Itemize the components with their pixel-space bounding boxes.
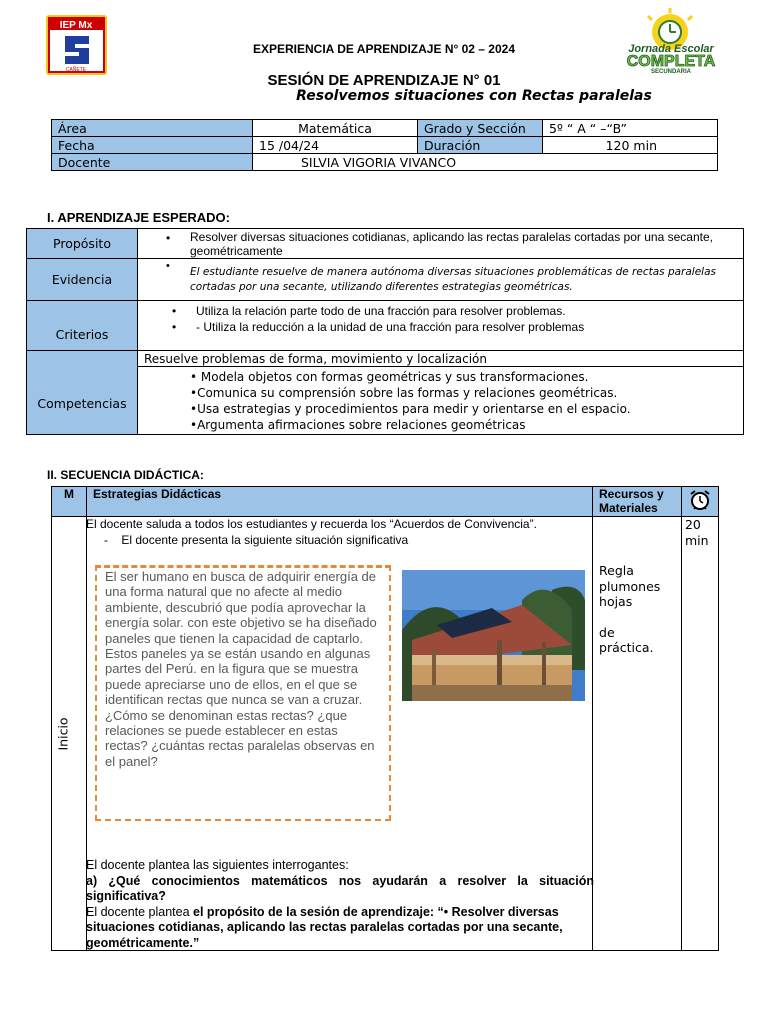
criterio-item: • Utiliza la relación parte todo de una fracción para resolver problemas. xyxy=(172,304,566,318)
aprendizaje-table xyxy=(26,228,744,435)
secuencia-heading: II. SECUENCIA DIDÁCTICA: xyxy=(47,468,204,482)
session-subtitle: Resolvemos situaciones con Rectas paralelas xyxy=(296,88,652,104)
proposito-text: • Resolver diversas situaciones cotidianas, aplicando las rectas paralelas cortadas por una secante, geométricamente xyxy=(138,229,744,259)
school-logo-title: IEP Mx xyxy=(59,20,93,31)
proposito-value: Resolver diversas situaciones cotidianas, aplicando las rectas paralelas cortadas por una secante, geométricamente xyxy=(190,229,713,258)
grado-label: Grado y Sección xyxy=(418,120,543,137)
col-tiempo xyxy=(681,487,718,517)
jornada-line-3: SECUNDARIA xyxy=(650,69,692,74)
duracion-label: Duración xyxy=(418,137,543,154)
competencia-title: Resuelve problemas de forma, movimiento y localización xyxy=(138,351,744,367)
grado-value: 5º “ A “ –“B” xyxy=(543,120,718,137)
reading-text: El ser humano en busca de adquirir energía de una forma natural que no afecte al medio ambiente, descubrió que podía aprovechar la energía solar. con este objetivo se ha diseñado paneles que tienen la capacidad de captarlo. Estos paneles ya se están usando en algunas partes del Perú. en la figura que se muestra puede apreciarse uno de ellos, en el que se identifican rectas que nunca se van a cruzar. ¿Cómo se denominan estas rectas? ¿que relaciones se puede establecer en estas rectas? ¿cuántas rectas paralelas observas en el panel? xyxy=(105,569,377,769)
plantea-text: El docente plantea las siguientes interrogantes: xyxy=(86,858,349,872)
col-recursos: Recursos y Materiales xyxy=(593,487,682,517)
col-estrategias: Estrategias Didácticas xyxy=(86,487,592,517)
phase-cell xyxy=(52,517,87,951)
capacidad-item: •Usa estrategias y procedimientos para medir y orientarse en el espacio. xyxy=(190,401,631,416)
recurso-item: Regla xyxy=(599,563,634,578)
docente-value: SILVIA VIGORIA VIVANCO xyxy=(253,154,718,171)
recurso-item: de xyxy=(599,624,615,640)
school-logo-sub: CAÑETE xyxy=(65,67,87,73)
experience-title: EXPERIENCIA DE APRENDIZAJE N° 02 – 2024 xyxy=(253,42,515,56)
alarm-clock-icon xyxy=(688,488,712,512)
competencias-label: Competencias xyxy=(27,351,138,435)
col-m: M xyxy=(52,487,87,517)
recursos-cell xyxy=(593,517,682,951)
solar-house-photo xyxy=(402,570,585,701)
info-table xyxy=(51,119,718,171)
criterio-item: • - Utiliza la reducción a la unidad de una fracción para resolver problemas xyxy=(172,320,585,334)
evidencia-text: El estudiante resuelve de manera autónoma diversas situaciones problemáticas de rectas paralelas cortadas por una secante, utilizando diferentes estrategias geométricas. xyxy=(190,265,717,293)
evidencia-label: Evidencia xyxy=(27,259,138,301)
evidencia-cell: • El estudiante resuelve de manera autónoma diversas situaciones problemáticas de rectas paralelas cortadas por una secante, utilizando diferentes estrategias geométricas. xyxy=(138,259,744,301)
capacidad-item: •Comunica su comprensión sobre las formas y relaciones geométricas. xyxy=(190,385,618,400)
duracion-value: 120 min xyxy=(543,137,718,154)
time-cell: 20 min xyxy=(681,517,718,951)
jornada-line-2: COMPLETA xyxy=(626,53,716,70)
intro-item: - El docente presenta la siguiente situación significativa xyxy=(104,533,409,547)
question-a: a) ¿Qué conocimientos matemáticos nos ayudarán a resolver la situación significativa? xyxy=(86,873,594,903)
recurso-item: plumones xyxy=(599,578,661,594)
fecha-label: Fecha xyxy=(52,137,253,154)
docente-label: Docente xyxy=(52,154,253,171)
jornada-line-1: Jornada Escolar xyxy=(628,43,714,55)
capacidad-item: • Modela objetos con formas geométricas y sus transformaciones. xyxy=(190,369,589,384)
capacidades-cell xyxy=(138,367,744,435)
jornada-logo xyxy=(604,8,738,74)
criterios-cell xyxy=(138,301,744,351)
capacidad-item: •Argumenta afirmaciones sobre relaciones geométricas xyxy=(190,417,526,432)
session-title: SESIÓN DE APRENDIZAJE N° 01 xyxy=(267,72,501,89)
plantea-block xyxy=(86,858,594,951)
phase-label: Inicio xyxy=(55,717,71,751)
fecha-value: 15 /04/24 xyxy=(253,137,418,154)
recurso-item: práctica. xyxy=(599,640,654,655)
intro-text: El docente saluda a todos los estudiantes y recuerda los “Acuerdos de Convivencia”. xyxy=(86,517,537,531)
criterios-label: Criterios xyxy=(27,301,138,351)
recurso-item xyxy=(599,610,675,625)
recurso-item: hojas xyxy=(599,594,633,609)
area-value: Matemática xyxy=(253,120,418,137)
proposito-sesion: El docente plantea el propósito de la sesión de aprendizaje: “• Resolver diversas situaciones cotidianas, aplicando las rectas paralelas cortadas por una secante, geométricamente.” xyxy=(86,904,563,950)
area-label: Área xyxy=(52,120,253,137)
aprendizaje-heading: I. APRENDIZAJE ESPERADO: xyxy=(47,210,230,225)
proposito-label: Propósito xyxy=(27,229,138,259)
reading-box xyxy=(95,565,391,821)
